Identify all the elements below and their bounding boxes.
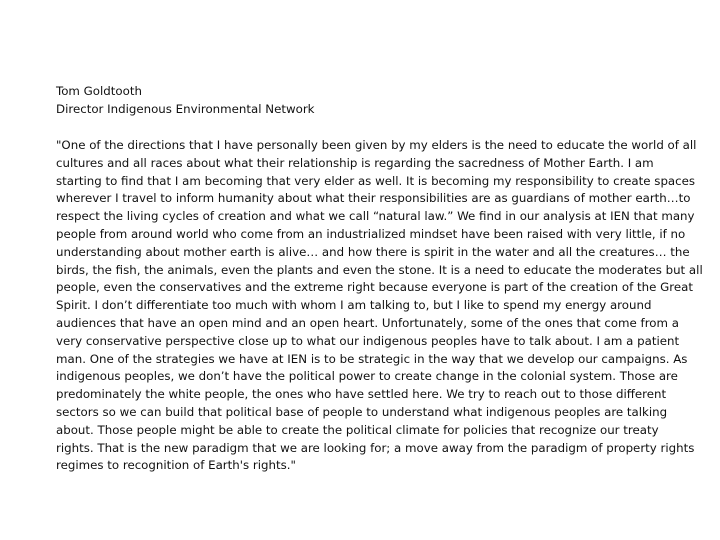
quote-line: man. One of the strategies we have at IEN is to be strategic in the way that we develop our campaigns. As bbox=[56, 351, 688, 366]
quote-line: about. Those people might be able to create the political climate for policies that recognize our treaty bbox=[56, 422, 659, 437]
quote-block bbox=[56, 137, 704, 475]
quote-line: "One of the directions that I have personally been given by my elders is the need to educate the world of all bbox=[56, 138, 697, 152]
quote-line: predominately the white people, the ones who have settled here. We try to reach out to those different bbox=[56, 387, 667, 402]
quote-line: understanding about mother earth is alive… and how there is spirit in the water and all the creatures… the bbox=[56, 244, 690, 259]
quote-line: sectors so we can build that political base of people to understand what indigenous peoples are talking bbox=[56, 404, 668, 419]
quote-line: people, even the conservatives and the extreme right because everyone is part of the creation of the Great bbox=[56, 280, 693, 295]
quote-line: very conservative perspective close up to what our indigenous peoples have to talk about. I am a patient bbox=[56, 333, 680, 348]
quote-line: rights. That is the new paradigm that we are looking for; a move away from the paradigm of property rights bbox=[56, 440, 695, 455]
quote-line: regimes to recognition of Earth's rights." bbox=[56, 458, 296, 473]
document-page bbox=[56, 82, 704, 475]
quote-line: respect the living cycles of creation and what we call “natural law.” We find in our analysis at IEN that many bbox=[56, 209, 695, 224]
quote-line: Spirit. I don’t differentiate too much with whom I am talking to, but I like to spend my energy around bbox=[56, 298, 652, 313]
quote-line: audiences that have an open mind and an open heart. Unfortunately, some of the ones that come from a bbox=[56, 315, 679, 330]
quote-line: cultures and all races about what their relationship is regarding the sacredness of Mother Earth. I am bbox=[56, 155, 654, 170]
quote-line: people from around world who come from an industrialized mindset have been raised with very little, if no bbox=[56, 226, 686, 241]
quote-line: wherever I travel to inform humanity about what their responsibilities are as guardians of mother earth…to bbox=[56, 191, 691, 206]
quote-line: indigenous peoples, we don’t have the political power to create change in the colonial system. Those are bbox=[56, 369, 678, 384]
author-title: Director Indigenous Environmental Network bbox=[56, 102, 315, 116]
author-name: Tom Goldtooth bbox=[56, 84, 142, 98]
quote-line: birds, the fish, the animals, even the plants and even the stone. It is a need to educate the moderates but all bbox=[56, 262, 703, 277]
quote-line: starting to find that I am becoming that very elder as well. It is becoming my responsibility to create spaces bbox=[56, 173, 696, 188]
